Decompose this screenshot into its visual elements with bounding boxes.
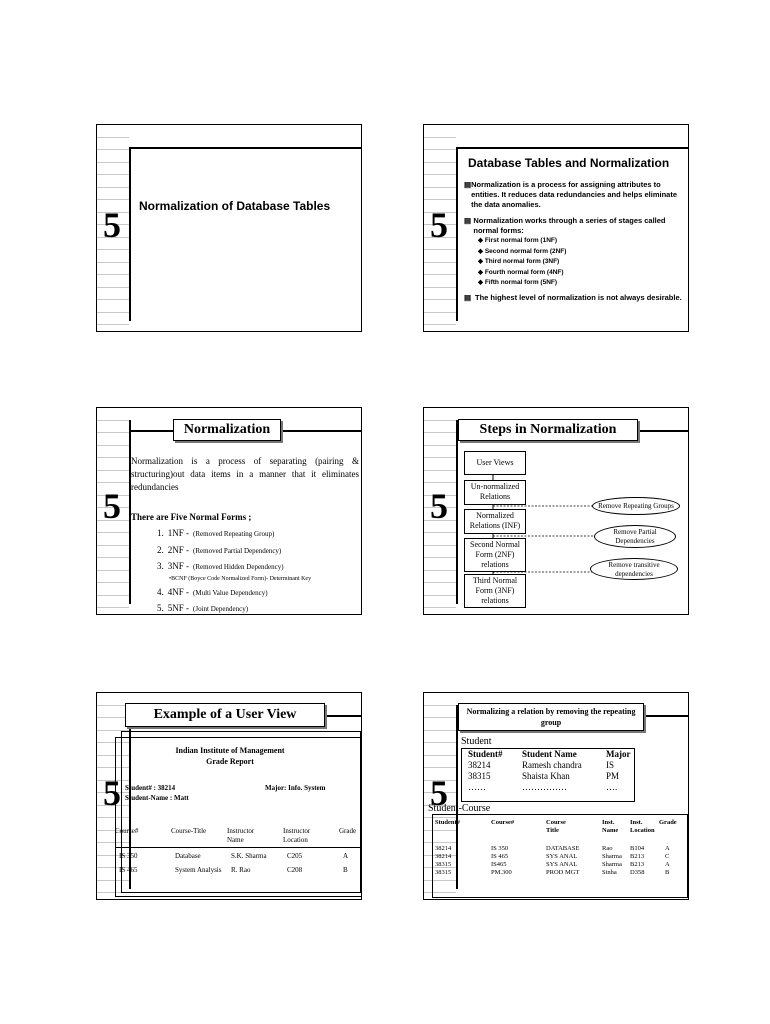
slide-title: Normalization of Database Tables bbox=[139, 199, 331, 213]
list-item: 5. 5NF - (Joint Dependency) bbox=[157, 603, 249, 613]
table-row: 38214 IS 350 DATABASE Rao B104 A bbox=[435, 845, 670, 852]
list-item: 4. 4NF - (Multi Value Dependency) bbox=[157, 586, 268, 597]
diamond-icon: ◆ bbox=[478, 237, 485, 244]
table-row: IS 350 Database S.K. Sharma C205 A bbox=[119, 852, 349, 860]
table-row: 38315 Shaista Khan PM bbox=[468, 771, 620, 781]
scroll-icon: ▤ bbox=[464, 216, 472, 225]
table-row: 38214 IS 465 SYS ANAL Sharma B213 C bbox=[435, 853, 670, 860]
horizontal-rule bbox=[456, 147, 688, 149]
list-item: ◆ Fifth normal form (5NF) bbox=[478, 279, 558, 286]
table-row: 38315 IS465 SYS ANAL Sharma B213 A bbox=[435, 861, 670, 868]
flow-box-3nf: Third Normal Form (3NF) relations bbox=[464, 574, 526, 608]
slide-title: Database Tables and Normalization bbox=[468, 156, 670, 170]
list-item: ◆ Second normal form (2NF) bbox=[478, 247, 567, 255]
scroll-icon: ▤ bbox=[464, 292, 472, 302]
flow-box-1nf: Normalized Relations (INF) bbox=[464, 509, 526, 534]
major: Major: Info. System bbox=[265, 784, 326, 792]
slide-number: 5 bbox=[103, 773, 121, 813]
slide-title: Example of a User View bbox=[125, 703, 325, 727]
report-org: Indian Institute of Management bbox=[175, 746, 285, 755]
flow-box-unnormalized: Un-normalized Relations bbox=[464, 480, 526, 505]
definition-paragraph: Normalization is a process of separating (pairing & structuring)out data items in a manner that it eliminates redundancies bbox=[131, 456, 359, 492]
slide-1 bbox=[96, 124, 362, 332]
table-row: 38214 Ramesh chandra IS bbox=[468, 760, 615, 770]
student-label: Student bbox=[461, 736, 492, 747]
student-name: Student-Name : Matt bbox=[125, 794, 189, 802]
slide-number: 5 bbox=[430, 773, 448, 813]
subheading: There are Five Normal Forms ; bbox=[131, 512, 252, 522]
diamond-icon: ◆ bbox=[478, 247, 485, 255]
vertical-rule bbox=[129, 147, 131, 321]
list-item: ◆ Fourth normal form (4NF) bbox=[478, 268, 564, 276]
table-header-row: Course# Course-Title Instructor Name Instructor Location Grade bbox=[115, 827, 361, 848]
bullet-item: ▤ The highest level of normalization is not always desirable. bbox=[464, 292, 682, 302]
slide-number: 5 bbox=[103, 486, 121, 526]
oval-remove-partial: Remove Partial Dependencies bbox=[594, 525, 676, 548]
student-number: Student# : 38214 bbox=[125, 784, 176, 792]
normal-forms-list bbox=[157, 525, 357, 615]
slide-number: 5 bbox=[430, 205, 448, 245]
diamond-icon: ◆ bbox=[478, 268, 485, 276]
slide-6 bbox=[423, 692, 689, 900]
student-course-label: Student-Course bbox=[428, 803, 491, 814]
vertical-rule bbox=[456, 147, 458, 321]
table-header-row: Student# Course# Course Title Inst. Name Inst. Location Grade bbox=[435, 819, 677, 834]
grade-table bbox=[115, 827, 361, 880]
slide-4 bbox=[423, 407, 689, 615]
slide-2 bbox=[423, 124, 689, 332]
slide-5 bbox=[96, 692, 362, 900]
oval-remove-repeating: Remove Repeating Groups bbox=[592, 497, 680, 515]
table-row: 38315 PM.300 PROD MGT Sinha D358 B bbox=[435, 869, 670, 876]
list-item: 2. 2NF - (Removed Partial Dependency) bbox=[157, 544, 282, 555]
diamond-icon: ◆ bbox=[478, 279, 485, 286]
bcnf-note: •BCNF (Boyce Code Normalized Form)- Determinant Key bbox=[169, 575, 312, 582]
bullet-item: ▤ Normalization works through a series of stages called normal forms: bbox=[464, 216, 666, 235]
student-table bbox=[461, 748, 635, 802]
oval-remove-transitive: Remove transitive dependencies bbox=[590, 558, 678, 580]
slide-title: Normalizing a relation by removing the repeating group bbox=[458, 703, 644, 731]
slide-title: Normalization bbox=[173, 419, 281, 441]
slide-title: Steps in Normalization bbox=[458, 419, 638, 441]
list-item: ◆ First normal form (1NF) bbox=[478, 237, 558, 244]
flow-box-user-views: User Views bbox=[464, 451, 526, 475]
scroll-icon: ▤ bbox=[464, 180, 472, 189]
list-item: ◆ Third normal form (3NF) bbox=[478, 258, 560, 265]
table-header-row: Student# Student Name Major bbox=[468, 749, 631, 759]
diamond-icon: ◆ bbox=[478, 258, 485, 265]
bullet-item: ▤ Normalization is a process for assigning attributes to entities. It reduces data redundancies and helps eliminate the data anomalies. bbox=[464, 180, 677, 209]
report-name: Grade Report bbox=[206, 757, 254, 766]
normal-forms-list bbox=[478, 236, 682, 289]
flow-box-2nf: Second Normal Form (2NF) relations bbox=[464, 538, 526, 572]
list-item: 3. 3NF - (Removed Hidden Dependency) bbox=[157, 561, 284, 571]
table-row: IS 465 System Analysis R. Rao C208 B bbox=[119, 866, 348, 874]
horizontal-rule bbox=[129, 147, 361, 149]
list-item: 1. 1NF - (Removed Repeating Group) bbox=[157, 528, 275, 538]
student-course-table bbox=[432, 814, 688, 898]
slide-number: 5 bbox=[430, 486, 448, 526]
table-row: …… …………… …. bbox=[468, 782, 618, 792]
slide-3 bbox=[96, 407, 362, 615]
slide-number: 5 bbox=[103, 205, 121, 245]
bullet-list bbox=[464, 180, 682, 303]
